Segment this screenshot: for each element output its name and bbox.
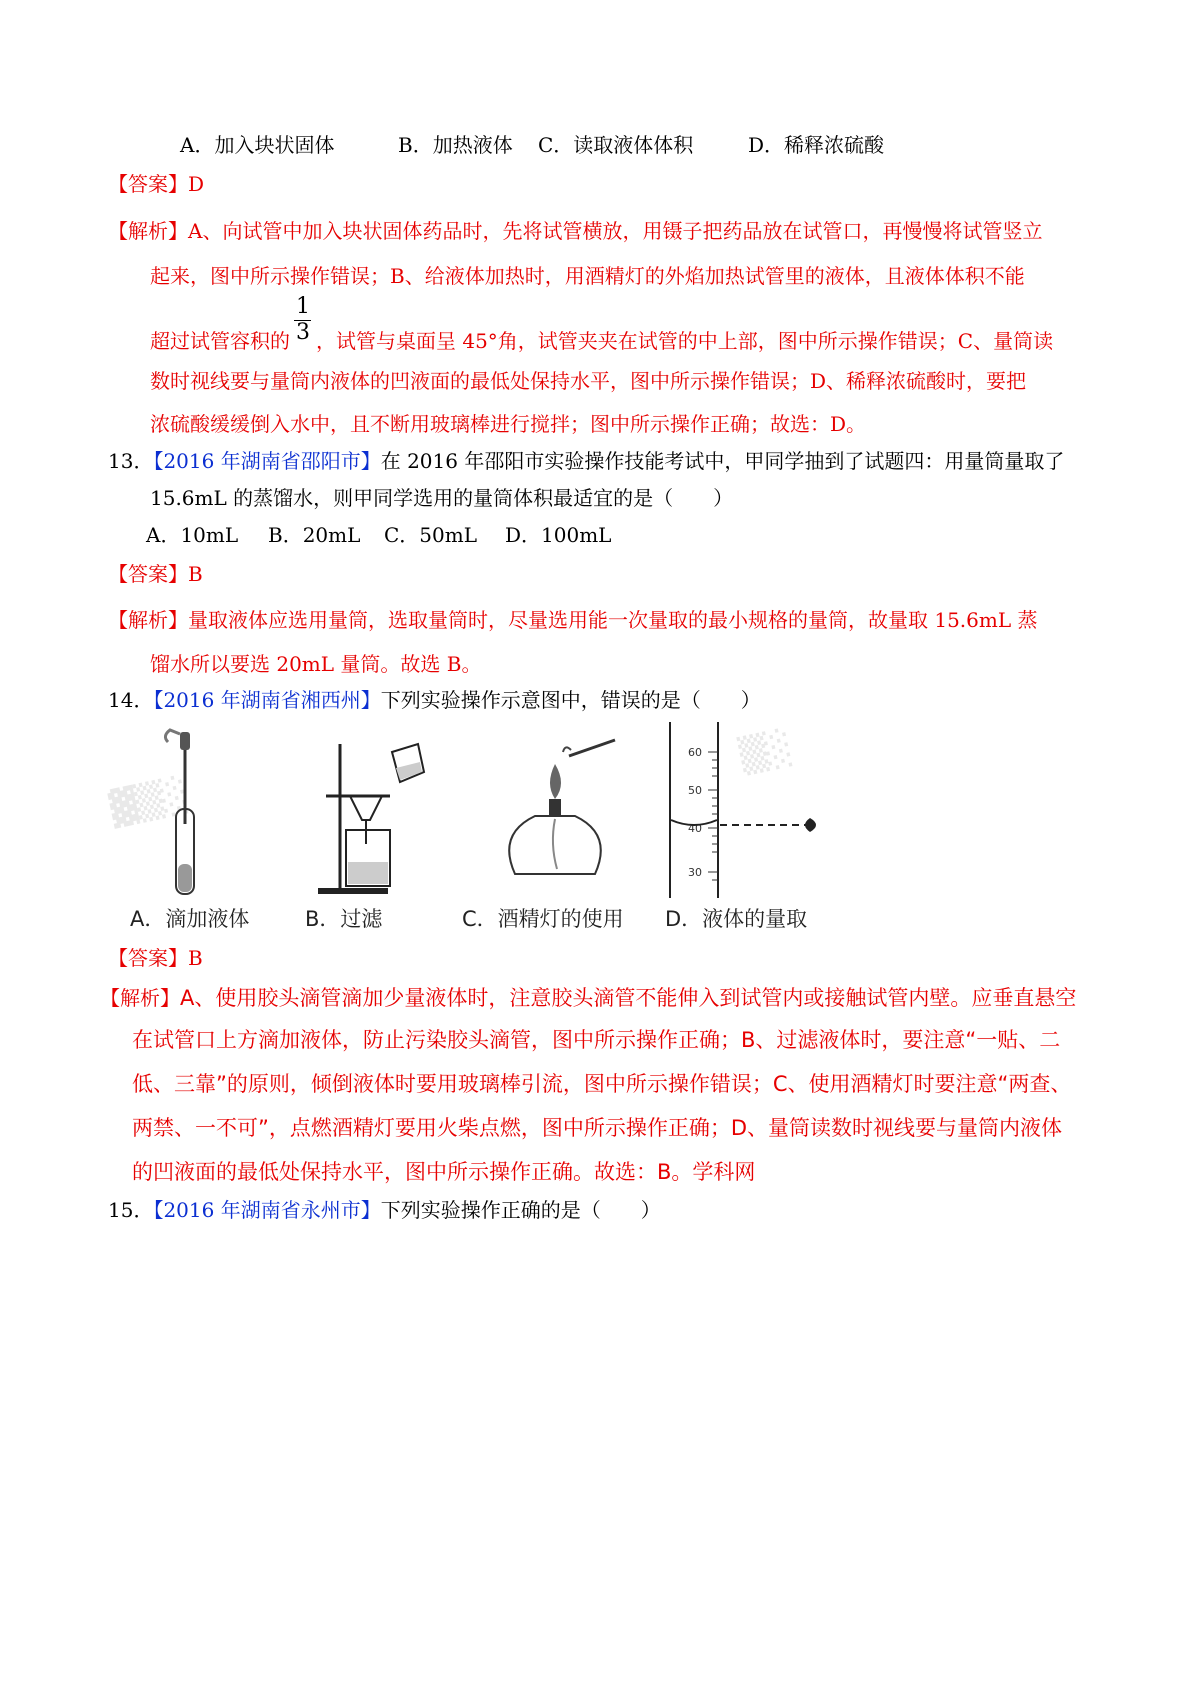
- q14-analysis-line-1: [100, 984, 1076, 1012]
- q13-option-a: A．10mL: [146, 523, 239, 547]
- lamp-flame: [550, 764, 561, 799]
- analysis-label: 【解析】: [100, 986, 180, 1010]
- answer-value: B: [188, 562, 203, 586]
- q12-answer: [108, 172, 204, 196]
- question-stem: 在 2016 年邵阳市实验操作技能考试中，甲同学抽到了试题四：用量筒量取了: [380, 449, 1065, 473]
- q14-analysis-line-4: 两禁、一不可”，点燃酒精灯要用火柴点燃，图中所示操作正确；D、量筒读数时视线要与量筒内液体: [132, 1116, 1063, 1140]
- figure-caption-a: A．滴加液体: [130, 907, 250, 931]
- q13-option-d: D．100mL: [505, 523, 612, 547]
- figure-caption-c: C．酒精灯的使用: [462, 907, 624, 931]
- answer-value: B: [188, 946, 203, 970]
- fraction-denominator: 3: [296, 320, 310, 345]
- answer-label: 【答案】: [108, 562, 188, 586]
- question-number: 14．: [108, 688, 154, 712]
- analysis-text: A、向试管中加入块状固体药品时，先将试管横放，用镊子把药品放在试管口，再慢慢将试管竖立: [188, 219, 1043, 243]
- watermark: ▒░: [736, 727, 796, 777]
- answer-label: 【答案】: [108, 946, 188, 970]
- q12-analysis-line-2: 起来，图中所示操作错误；B、给液体加热时，用酒精灯的外焰加热试管里的液体，且液体体积不能: [150, 264, 1025, 288]
- question-source: 【2016 年湖南省湘西州】: [153, 688, 381, 712]
- figure-caption-b: B．过滤: [305, 907, 383, 931]
- analysis-label: 【解析】: [108, 608, 188, 632]
- test-tube-liquid: [178, 864, 192, 892]
- q13-analysis-line-1: [108, 608, 1038, 632]
- dropper-test-tube-figure: [158, 724, 218, 899]
- q14-analysis-line-5: 的凹液面的最低处保持水平，图中所示操作正确。故选：B。学科网: [132, 1160, 756, 1184]
- watermark: ▓▒░: [106, 774, 192, 830]
- lamp-wick-holder: [549, 799, 561, 815]
- tick-label-60: 60: [688, 746, 702, 759]
- iron-stand-base: [318, 888, 388, 894]
- alcohol-lamp-figure: [495, 724, 625, 899]
- q13-analysis-line-2: 馏水所以要选 20mL 量筒。故选 B。: [150, 652, 482, 676]
- match-flame: [563, 747, 571, 752]
- q14-analysis-line-3: 低、三靠”的原则，倾倒液体时要用玻璃棒引流，图中所示操作错误；C、使用酒精灯时要注意“两查、: [132, 1072, 1072, 1096]
- tick-label-50: 50: [688, 784, 702, 797]
- filtrate: [348, 862, 388, 884]
- fraction-numerator: 1: [296, 294, 310, 319]
- analysis-label: 【解析】: [108, 219, 188, 243]
- q13-option-c: C．50mL: [384, 523, 477, 547]
- q12-option-d: D．稀释浓硫酸: [748, 133, 885, 157]
- q14-answer: [108, 946, 203, 970]
- graduated-cylinder-figure: [660, 722, 840, 900]
- question-stem: 下列实验操作示意图中，错误的是（ ）: [380, 688, 761, 712]
- q12-option-b: B．加热液体: [398, 133, 513, 157]
- tick-label-40: 40: [688, 822, 702, 835]
- question-source: 【2016 年湖南省永州市】: [153, 1198, 381, 1222]
- q13-answer: [108, 562, 203, 586]
- analysis-text: 超过试管容积的: [150, 329, 290, 353]
- q12-analysis-line-3: [150, 294, 1054, 353]
- question-number: 15．: [108, 1198, 154, 1222]
- question-stem: 下列实验操作正确的是（ ）: [380, 1198, 661, 1222]
- q15-stem: [108, 1198, 661, 1222]
- answer-value: D: [188, 172, 205, 196]
- q12-analysis-line-1: [108, 219, 1042, 243]
- question-source: 【2016 年湖南省邵阳市】: [153, 449, 381, 473]
- analysis-text: ，试管与桌面呈 45°角，试管夹夹在试管的中上部，图中所示操作错误；C、量筒读: [316, 329, 1054, 353]
- q12-analysis-line-4: 数时视线要与量筒内液体的凹液面的最低处保持水平，图中所示操作错误；D、稀释浓硫酸时，要把: [150, 369, 1027, 393]
- question-number: 13．: [108, 449, 154, 473]
- q13-stem-line-1: [108, 449, 1064, 473]
- figure-caption-d: D．液体的量取: [665, 907, 808, 931]
- match-stick: [569, 740, 615, 756]
- analysis-text: 量取液体应选用量筒，选取量筒时，尽量选用能一次量取的最小规格的量筒，故量取 15.6mL 蒸: [188, 608, 1038, 632]
- funnel: [350, 796, 382, 820]
- tick-label-30: 30: [688, 866, 702, 879]
- q12-option-a: A．加入块状固体: [180, 133, 335, 157]
- q12-analysis-line-5: 浓硫酸缓缓倒入水中，且不断用玻璃棒进行搅拌；图中所示操作正确；故选：D。: [150, 412, 867, 436]
- answer-label: 【答案】: [108, 172, 188, 196]
- hand-fingers: [165, 730, 180, 742]
- dropper-bulb: [180, 732, 190, 750]
- q13-option-b: B．20mL: [268, 523, 361, 547]
- fraction-one-third: [290, 294, 316, 353]
- q14-stem: [108, 688, 761, 712]
- analysis-text: A、使用胶头滴管滴加少量液体时，注意胶头滴管不能伸入到试管内或接触试管内壁。应垂直悬空: [180, 986, 1077, 1010]
- q13-stem-line-2: 15.6mL 的蒸馏水，则甲同学选用的量筒体积最适宜的是（ ）: [150, 486, 734, 510]
- wick: [553, 819, 557, 869]
- eye-icon: [805, 818, 816, 832]
- filtration-figure: [300, 724, 440, 899]
- q12-option-c: C．读取液体体积: [538, 133, 694, 157]
- q14-figure: [100, 722, 840, 922]
- q14-analysis-line-2: 在试管口上方滴加液体，防止污染胶头滴管，图中所示操作正确；B、过滤液体时，要注意“一贴、二: [132, 1028, 1061, 1052]
